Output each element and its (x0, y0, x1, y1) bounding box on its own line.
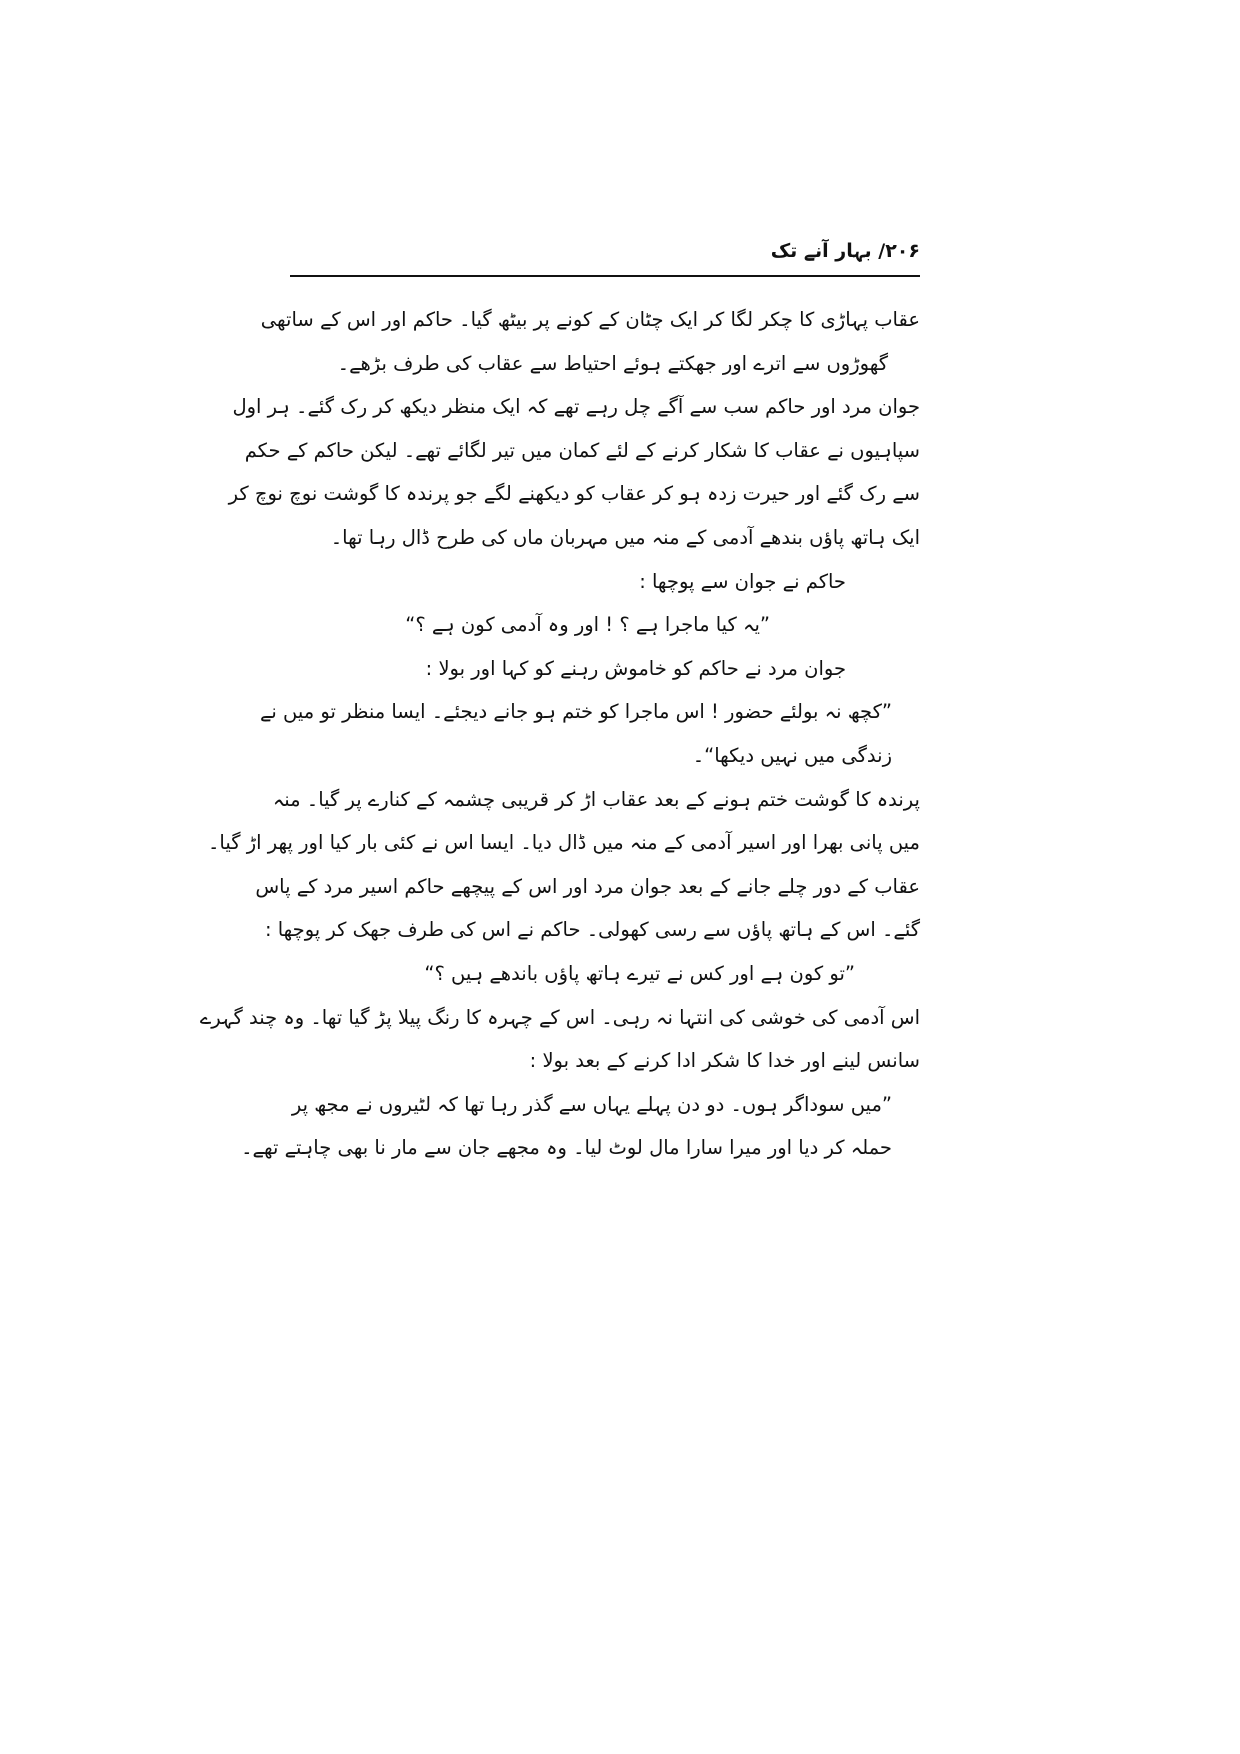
text-line: گھوڑوں سے اترے اور جھکتے ہوئے احتیاط سے عقاب کی طرف بڑھے۔ (337, 351, 888, 375)
body-text (199, 298, 920, 1170)
text-line: زندگی میں نہیں دیکھا“۔ (692, 743, 892, 767)
text-line: سپاہیوں نے عقاب کا شکار کرنے کے لئے کمان میں تیر لگائے تھے۔ لیکن حاکم کے حکم (244, 438, 920, 462)
text-line: سانس لینے اور خدا کا شکر ادا کرنے کے بعد بولا : (529, 1049, 920, 1073)
text-line: سے رک گئے اور حیرت زدہ ہو کر عقاب کو دیکھنے لگے جو پرندہ کا گوشت نوچ نوچ کر (228, 482, 920, 506)
text-line: جوان مرد نے حاکم کو خاموش رہنے کو کہا اور بولا : (425, 656, 846, 680)
text-line: ”میں سوداگر ہوں۔ دو دن پہلے یہاں سے گذر رہا تھا کہ لٹیروں نے مجھ پر (291, 1092, 892, 1116)
text-line: حاکم نے جوان سے پوچھا : (639, 569, 846, 593)
running-header: ۲۰۶/ بہار آنے تک (770, 240, 920, 262)
text-line: جوان مرد اور حاکم سب سے آگے چل رہے تھے کہ ایک منظر دیکھ کر رک گئے۔ ہر اول (232, 395, 920, 419)
text-line: میں پانی بھرا اور اسیر آدمی کے منہ میں ڈال دیا۔ ایسا اس نے کئی بار کیا اور پھر اڑ گیا۔ (208, 831, 920, 855)
text-line: حملہ کر دیا اور میرا سارا مال لوٹ لیا۔ وہ مجھے جان سے مار نا بھی چاہتے تھے۔ (241, 1136, 892, 1160)
text-line: ”تو کون ہے اور کس نے تیرے ہاتھ پاؤں باندھے ہیں ؟“ (424, 961, 855, 985)
text-line: ”کچھ نہ بولئے حضور ! اس ماجرا کو ختم ہو جانے دیجئے۔ ایسا منظر تو میں نے (259, 700, 892, 724)
text-line: اس آدمی کی خوشی کی انتہا نہ رہی۔ اس کے چہرہ کا رنگ پیلا پڑ گیا تھا۔ وہ چند گہرے (199, 1005, 920, 1029)
text-line: عقاب کے دور چلے جانے کے بعد جوان مرد اور اس کے پیچھے حاکم اسیر مرد کے پاس (255, 874, 920, 898)
header-rule (290, 275, 920, 277)
text-line: پرندہ کا گوشت ختم ہونے کے بعد عقاب اڑ کر قریبی چشمہ کے کنارے پر گیا۔ منہ (272, 787, 920, 811)
text-line: عقاب پہاڑی کا چکر لگا کر ایک چٹان کے کونے پر بیٹھ گیا۔ حاکم اور اس کے ساتھی (260, 308, 920, 331)
text-line: گئے۔ اس کے ہاتھ پاؤں سے رسی کھولی۔ حاکم نے اس کی طرف جھک کر پوچھا : (264, 918, 920, 942)
text-line: ایک ہاتھ پاؤں بندھے آدمی کے منہ میں مہربان ماں کی طرح ڈال رہا تھا۔ (330, 525, 920, 549)
text-line: ”یہ کیا ماجرا ہے ؟ ! اور وہ آدمی کون ہے ؟“ (405, 613, 770, 637)
